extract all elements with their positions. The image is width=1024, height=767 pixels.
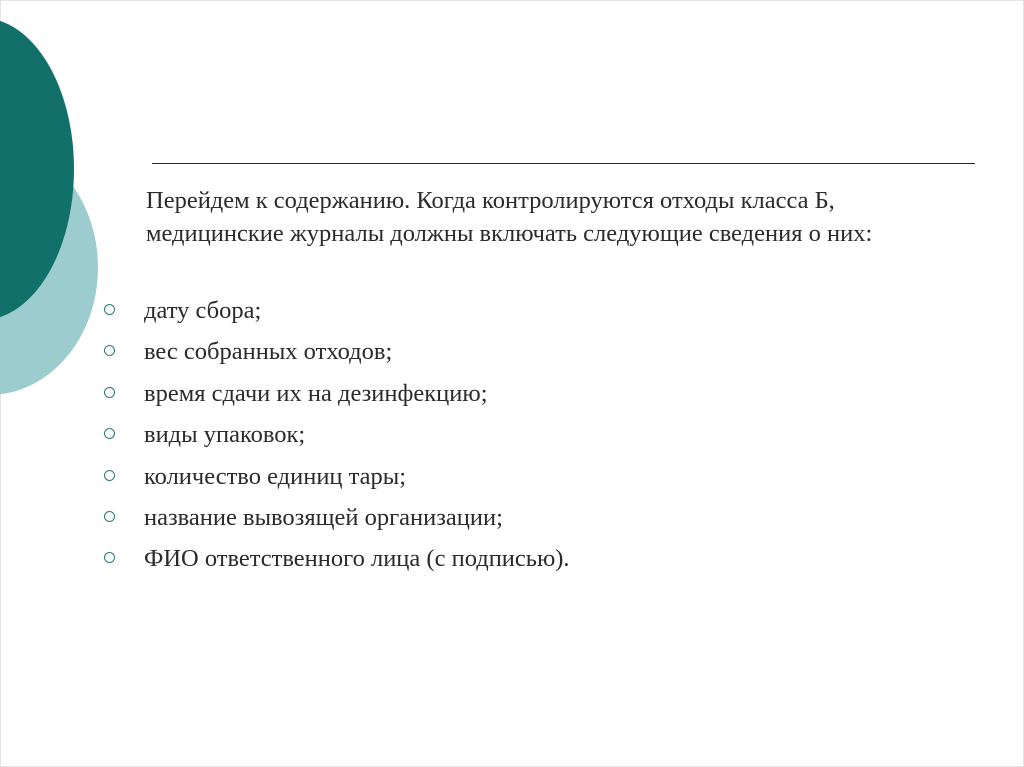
list-item-text: ФИО ответственного лица (с подписью). <box>144 545 570 573</box>
list-item-text: виды упаковок; <box>144 421 306 449</box>
bullet-icon <box>104 387 115 398</box>
bullet-icon <box>104 511 115 522</box>
list-item-text: время сдачи их на дезинфекцию; <box>144 379 488 407</box>
intro-paragraph: Перейдем к содержанию. Когда контролируются отходы класса Б, медицинские журналы должны включать следующие сведения о них: <box>146 187 873 247</box>
list-item-text: количество единиц тары; <box>144 462 407 490</box>
list-item-text: название вывозящей организации; <box>144 503 503 531</box>
title-divider-line <box>152 163 975 164</box>
bullet-icon <box>104 470 115 481</box>
bullet-icon <box>104 304 115 315</box>
list-item-text: дату сбора; <box>144 297 262 324</box>
list-item-text: вес собранных отходов; <box>144 338 393 366</box>
